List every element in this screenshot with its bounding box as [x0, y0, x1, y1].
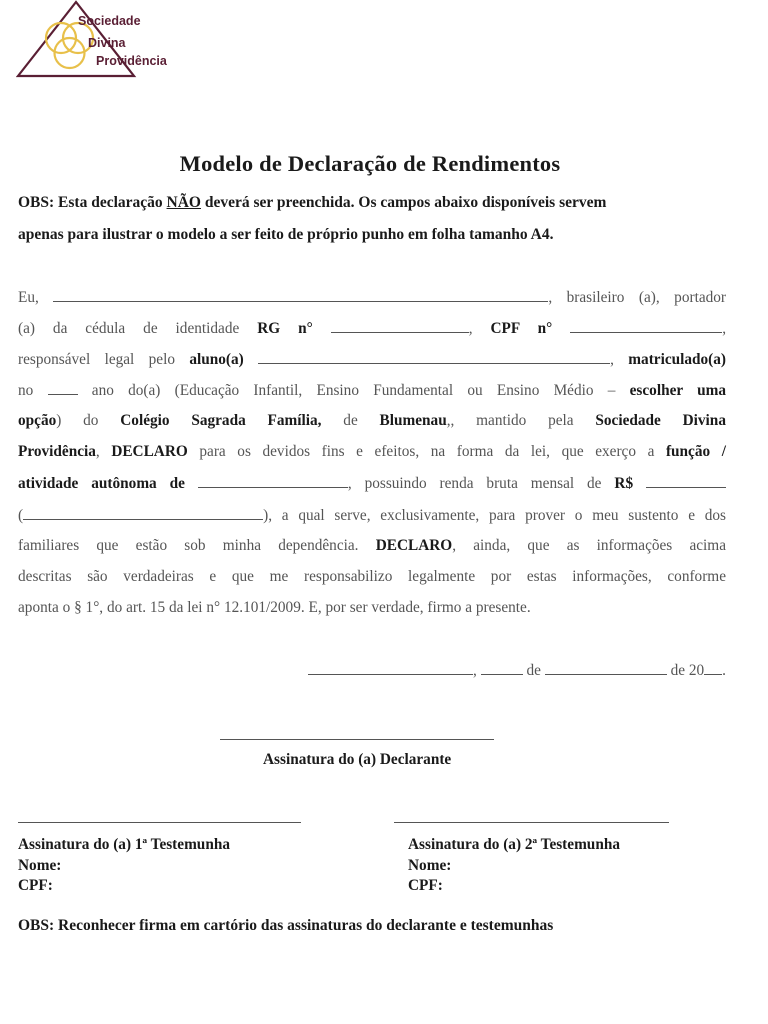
body-text: ,	[610, 351, 629, 368]
body-line-9	[18, 536, 726, 556]
body-text: ,	[95, 443, 112, 460]
obs-text: OBS: Esta declaração	[18, 194, 167, 211]
body-line-4	[18, 380, 726, 400]
obs-text: deverá ser preenchida. Os campos abaixo disponíveis servem	[200, 194, 607, 211]
date-text: ,	[473, 662, 477, 679]
month-blank	[545, 660, 667, 675]
renda-extenso-blank	[23, 505, 263, 520]
date-text: .	[722, 662, 726, 679]
declarant-signature-label: Assinatura do (a) Declarante	[263, 751, 452, 768]
cpf-label: CPF n°	[490, 320, 553, 337]
obs-emphasis: NÃO	[166, 194, 201, 211]
witness-2-signature-line	[394, 822, 669, 823]
witness-2-name-label: Nome:	[408, 856, 452, 874]
body-text: (	[18, 507, 24, 524]
providencia-name: Providência	[18, 443, 96, 460]
body-text: ), a qual serve, exclusivamente, para prover o meu sustento e dos	[263, 507, 726, 524]
body-text: ,	[468, 320, 491, 337]
body-line-1	[18, 287, 726, 307]
body-line-10: descritas são verdadeiras e que me responsabilizo legalmente por estas informações, conforme	[18, 568, 726, 585]
body-line-3	[18, 349, 726, 369]
body-line-7	[18, 473, 726, 493]
body-text: ) do	[56, 412, 121, 429]
ano-blank	[48, 380, 78, 395]
aluno-blank	[258, 349, 610, 364]
body-text: ,, mantido pela	[446, 412, 596, 429]
day-blank	[481, 660, 523, 675]
logo-text-line3: Providência	[96, 54, 167, 68]
rg-label: RG n°	[257, 320, 313, 337]
matriculado-label: matriculado(a)	[628, 351, 727, 368]
date-text: de 20	[670, 662, 705, 679]
declaro-text: DECLARO	[111, 443, 188, 460]
name-blank	[53, 287, 548, 302]
witness-1-signature-line	[18, 822, 301, 823]
witness-2-cpf-label: CPF:	[408, 877, 443, 894]
logo-text-line1: Sociedade	[78, 14, 141, 28]
obs-line-1	[18, 194, 606, 212]
body-text: , ainda, que as informações acima	[452, 537, 726, 554]
body-text: ,	[722, 320, 727, 337]
body-text: ano do(a) (Educação Infantil, Ensino Fundamental ou Ensino Médio –	[91, 382, 630, 399]
date-line	[308, 660, 726, 680]
sociedade-name: Sociedade Divina	[595, 412, 726, 429]
witness-2-block	[408, 835, 620, 897]
city-blank	[308, 660, 473, 675]
obs-line-2: apenas para ilustrar o modelo a ser feito de próprio punho em folha tamanho A4.	[18, 226, 554, 243]
body-text: para os devidos fins e efeitos, na forma da lei, que exerço a	[187, 443, 666, 460]
body-text: , possuindo renda bruta mensal de	[347, 475, 615, 492]
currency-label: R$	[614, 475, 634, 492]
rg-blank	[331, 318, 469, 333]
body-text: , brasileiro (a), portador	[548, 289, 727, 306]
final-obs: OBS: Reconhecer firma em cartório das assinaturas do declarante e testemunhas	[18, 917, 554, 934]
declarant-signature-line	[220, 739, 494, 740]
body-line-6	[18, 442, 726, 462]
opcao-text: opção	[18, 412, 57, 429]
aluno-label: aluno(a)	[189, 351, 244, 368]
colegio-name: Colégio Sagrada Família,	[120, 412, 322, 429]
witness-2-label: Assinatura do (a) 2ª Testemunha	[408, 836, 620, 853]
body-line-8	[18, 505, 726, 525]
body-text: no	[18, 382, 34, 399]
body-text: (a) da cédula de identidade	[18, 320, 258, 337]
body-line-11: aponta o § 1°, do art. 15 da lei n° 12.101/2009. E, por ser verdade, firmo a presente.	[18, 599, 531, 616]
witness-1-label: Assinatura do (a) 1ª Testemunha	[18, 836, 230, 853]
atividade-blank	[198, 473, 348, 488]
body-line-2	[18, 318, 726, 338]
body-line-5	[18, 411, 726, 431]
witness-1-name-label: Nome:	[18, 856, 62, 874]
body-text: de	[321, 412, 380, 429]
cpf-blank	[570, 318, 722, 333]
logo	[16, 0, 186, 80]
date-text: de	[526, 662, 541, 679]
witness-1-block	[18, 835, 230, 897]
body-text: Eu,	[18, 289, 39, 306]
funcao-text: função /	[665, 443, 726, 460]
city-name: Blumenau	[379, 412, 447, 429]
atividade-text: atividade autônoma de	[18, 475, 185, 492]
logo-text-line2: Divina	[88, 36, 126, 50]
renda-blank	[646, 473, 726, 488]
declaro-text: DECLARO	[375, 537, 453, 554]
witness-1-cpf-label: CPF:	[18, 877, 53, 894]
body-text: familiares que estão sob minha dependência.	[18, 537, 376, 554]
escolher-text: escolher uma	[629, 382, 727, 399]
body-text: responsável legal pelo	[18, 351, 190, 368]
page-title: Modelo de Declaração de Rendimentos	[179, 151, 561, 176]
year-blank	[704, 660, 722, 675]
